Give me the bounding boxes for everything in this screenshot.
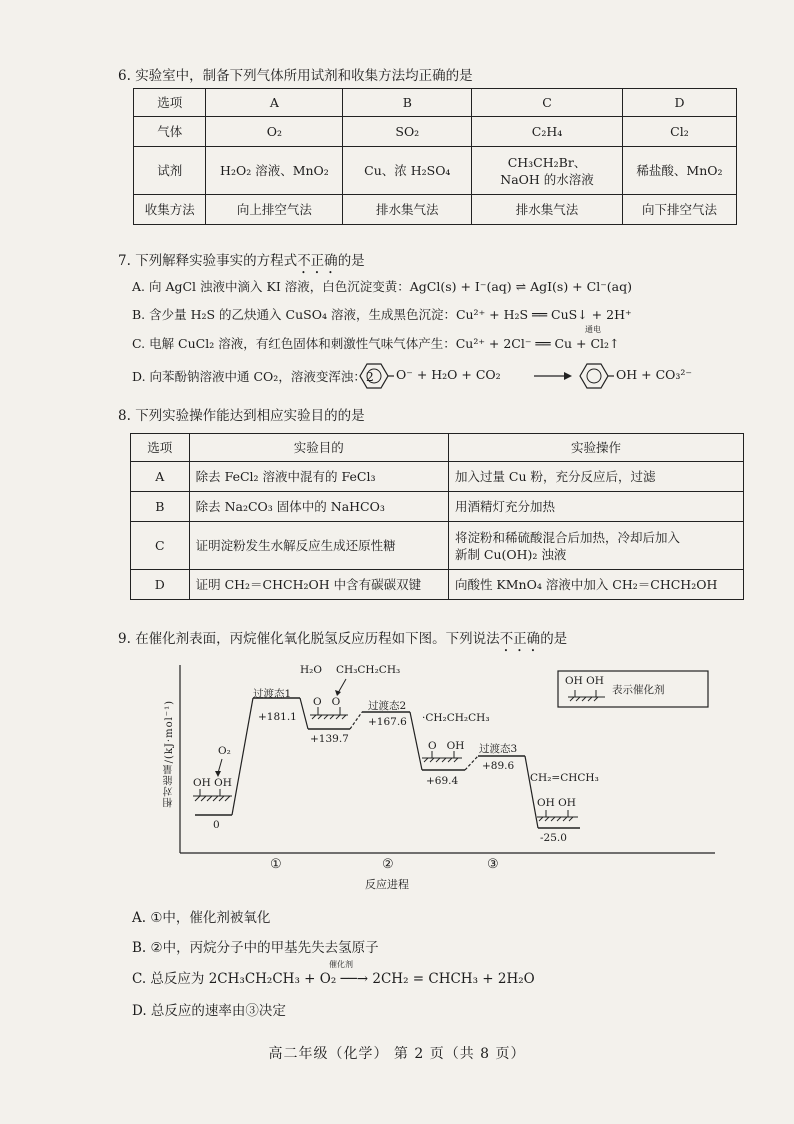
- question-number: 9.: [118, 631, 131, 647]
- table-cell: 除去 FeCl₂ 溶液中混有的 FeCl₃: [189, 462, 448, 492]
- question-text: 下列解释实验事实的方程式: [135, 253, 298, 269]
- ts1-label: 过渡态1: [253, 688, 292, 700]
- option-text: C. 电解 CuCl₂ 溶液，有红色固体和刺激性气味气体产生：Cu²⁺ + 2Cl⁻ ══ Cu + Cl₂↑: [132, 336, 620, 351]
- table-cell: CH₃CH₂Br、 NaOH 的水溶液: [472, 147, 623, 195]
- q9-option-a: A. ①中，催化剂被氧化: [132, 910, 271, 926]
- table-cell: 向下排空气法: [622, 195, 736, 225]
- ooh-label: O OH: [428, 740, 465, 752]
- table-cell: 排水集气法: [343, 195, 472, 225]
- table-cell: 用酒精灯充分加热: [448, 492, 743, 522]
- table-row: [131, 570, 744, 600]
- table-cell: 排水集气法: [472, 195, 623, 225]
- water-label: H₂O: [300, 664, 322, 676]
- question-text: 的是: [337, 253, 365, 269]
- table-row: [134, 195, 737, 225]
- ts3-label: 过渡态3: [479, 743, 518, 755]
- q7-option-d: [132, 367, 374, 385]
- level-ts1: +181.1: [258, 711, 297, 723]
- page-footer: 高二年级（化学） 第 2 页（共 8 页）: [268, 1046, 526, 1062]
- table-cell: 证明淀粉发生水解反应生成还原性糖: [189, 522, 448, 570]
- step-2-label: ②: [382, 857, 394, 872]
- level-int1: +139.7: [310, 733, 349, 745]
- q7-option-b: B. 含少量 H₂S 的乙炔通入 CuSO₄ 溶液，生成黑色沉淀：Cu²⁺ + H₂S ══ CuS↓ + 2H⁺: [132, 307, 632, 322]
- question-number: 8.: [118, 408, 131, 424]
- table-cell: C₂H₄: [472, 117, 623, 147]
- question-text: 在催化剂表面，丙烷催化氧化脱氢反应历程如下图。下列说法: [135, 631, 500, 647]
- table-row: [134, 147, 737, 195]
- table-cell: 加入过量 Cu 粉，充分反应后，过滤: [448, 462, 743, 492]
- question-6-stem: [118, 64, 473, 84]
- table-cell: 气体: [134, 117, 206, 147]
- question-7-stem: [118, 249, 365, 277]
- level-int2: +69.4: [426, 775, 459, 787]
- q7-d-products: OH + CO₃²⁻: [616, 367, 693, 382]
- table-cell: Cl₂: [622, 117, 736, 147]
- q7-option-a: A. 向 AgCl 浊液中滴入 KI 溶液，白色沉淀变黄：AgCl(s) + I⁻(aq) ⇌ AgI(s) + Cl⁻(aq): [132, 279, 633, 294]
- table-cell: 除去 Na₂CO₃ 固体中的 NaHCO₃: [189, 492, 448, 522]
- o2-label: O₂: [218, 745, 231, 757]
- table-cell: SO₂: [343, 117, 472, 147]
- step-1-label: ①: [270, 857, 282, 872]
- x-axis-label: 反应进程: [365, 878, 409, 891]
- table-cell: H₂O₂ 溶液、MnO₂: [206, 147, 343, 195]
- y-axis-label: 相对能量/(kJ·mol⁻¹): [164, 700, 175, 808]
- table-cell: B: [131, 492, 190, 522]
- table-cell: Cu、浓 H₂SO₄: [343, 147, 472, 195]
- question-text: 下列实验操作能达到相应实验目的的是: [135, 408, 365, 424]
- legend-text: 表示催化剂: [612, 684, 665, 696]
- option-text: D. 向苯酚钠溶液中通 CO₂，溶液变浑浊：2: [132, 369, 374, 384]
- table-header-cell: 实验目的: [189, 434, 448, 462]
- table-cell: 稀盐酸、MnO₂: [622, 147, 736, 195]
- table-header-cell: 实验操作: [448, 434, 743, 462]
- table-header-cell: A: [206, 89, 343, 117]
- q8-table: [130, 433, 744, 600]
- q9-option-c: C. 总反应为 2CH₃CH₂CH₃ + O₂ ──→ 2CH₂ = CHCH₃ + 2H₂O: [132, 971, 535, 987]
- q7-option-c: [132, 334, 620, 352]
- table-cell: 收集方法: [134, 195, 206, 225]
- q9-option-d: D. 总反应的速率由③决定: [132, 1003, 286, 1019]
- propane-label: CH₃CH₂CH₃: [336, 664, 401, 676]
- table-header-cell: 选项: [131, 434, 190, 462]
- table-cell: A: [131, 462, 190, 492]
- question-text: 实验室中，制备下列气体所用试剂和收集方法均正确的是: [135, 68, 473, 84]
- step-3-label: ③: [487, 857, 499, 872]
- table-cell: O₂: [206, 117, 343, 147]
- question-text: 的是: [540, 631, 568, 647]
- table-cell: 试剂: [134, 147, 206, 195]
- ts2-label: 过渡态2: [368, 700, 407, 712]
- catalyst-oh-label-2: OH OH: [537, 797, 576, 809]
- benzene-ring-icon: [580, 364, 608, 388]
- radical-label: ·CH₂CH₂CH₃: [422, 712, 490, 724]
- table-header-cell: B: [343, 89, 472, 117]
- q9-option-b: B. ②中，丙烷分子中的甲基先失去氢原子: [132, 940, 379, 956]
- emphasis-text: 不正确: [297, 253, 338, 269]
- benzene-ring-icon: [360, 364, 388, 388]
- question-number: 7.: [118, 253, 131, 269]
- question-8-stem: [118, 404, 365, 424]
- table-cell: 向酸性 KMnO₄ 溶液中加入 CH₂＝CHCH₂OH: [448, 570, 743, 600]
- level-final: -25.0: [540, 832, 567, 844]
- question-number: 6.: [118, 68, 131, 84]
- table-cell: D: [131, 570, 190, 600]
- table-row: [131, 462, 744, 492]
- legend-symbol: OH OH: [565, 675, 604, 687]
- table-header-row: [134, 89, 737, 117]
- table-header-cell: C: [472, 89, 623, 117]
- propene-label: CH₂=CHCH₃: [530, 772, 599, 784]
- table-row: [131, 492, 744, 522]
- table-header-row: [131, 434, 744, 462]
- table-header-cell: 选项: [134, 89, 206, 117]
- table-cell: C: [131, 522, 190, 570]
- table-cell: 向上排空气法: [206, 195, 343, 225]
- level-ts3: +89.6: [482, 760, 515, 772]
- q7-d-reactants: O⁻ + H₂O + CO₂: [396, 367, 501, 382]
- electrolysis-condition: 通电: [585, 325, 601, 334]
- table-cell: 证明 CH₂＝CHCH₂OH 中含有碳碳双键: [189, 570, 448, 600]
- emphasis-text: 不正确: [499, 631, 541, 647]
- table-header-cell: D: [622, 89, 736, 117]
- table-row: [134, 117, 737, 147]
- table-row: [131, 522, 744, 570]
- catalyst-condition: 催化剂: [329, 960, 353, 969]
- question-9-stem: [118, 627, 567, 655]
- level-start: 0: [213, 819, 220, 831]
- level-ts2: +167.6: [368, 716, 407, 728]
- oo-label: O O: [313, 696, 341, 708]
- catalyst-oh-label: OH OH: [193, 777, 232, 789]
- q6-table: [133, 88, 737, 225]
- table-cell: 将淀粉和稀硫酸混合后加热，冷却后加入 新制 Cu(OH)₂ 浊液: [448, 522, 743, 570]
